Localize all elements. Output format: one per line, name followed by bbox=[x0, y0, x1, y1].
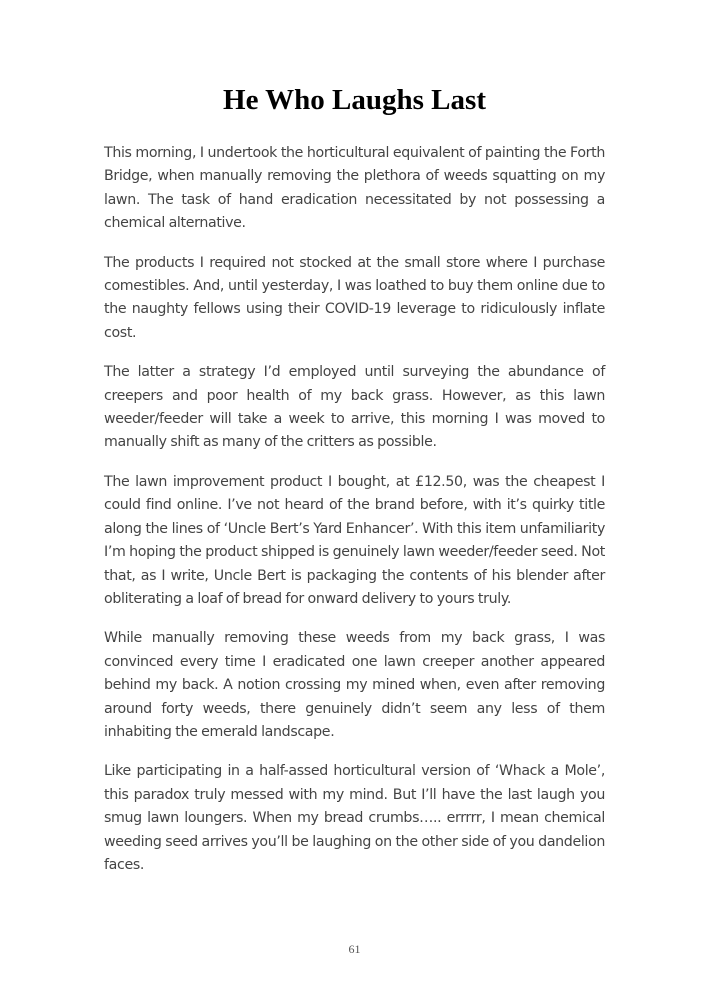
paragraph: The products I required not stocked at the small store where I purchase comestibles. And, until yesterday, I was loathed to buy them online due to the naughty fellows using their COVID-19 leverage to ridiculously inflate cost. bbox=[104, 254, 605, 341]
page-number: 61 bbox=[348, 942, 361, 956]
paragraph: This morning, I undertook the horticultural equivalent of painting the Forth Bridge, when manually removing the plethora of weeds squatting on my lawn. The task of hand eradication necessitated by not possessing a chemical alternative. bbox=[104, 145, 605, 232]
paragraph: While manually removing these weeds from my back grass, I was convinced every time I eradicated one lawn creeper another appeared behind my back. A notion crossing my mined when, even after removing around forty weeds, there genuinely didn’t seem any less of them inhabiting the emerald landscape. bbox=[104, 630, 605, 740]
paragraph: The latter a strategy I’d employed until surveying the abundance of creepers and poor health of my back grass. However, as this lawn weeder/feeder will take a week to arrive, this morning I was moved to manually shift as many of the critters as possible. bbox=[104, 364, 605, 451]
body-text bbox=[104, 142, 605, 893]
page-title: He Who Laughs Last bbox=[223, 84, 486, 116]
paragraph: The lawn improvement product I bought, at £12.50, was the cheapest I could find online. I’ve not heard of the brand before, with it’s quirky title along the lines of ‘Uncle Bert’s Yard Enhancer’. With this item unfamiliarity I’m hoping the product shipped is genuinely lawn weeder/feeder seed. Not that, as I write, Uncle Bert is packaging the contents of his blender after obliterating a loaf of bread for onward delivery to yours truly. bbox=[104, 473, 605, 607]
paragraph: Like participating in a half-assed horticultural version of ‘Whack a Mole’, this paradox truly messed with my mind. But I’ll have the last laugh you smug lawn loungers. When my bread crumbs….. errrrr, I mean chemical weeding seed arrives you’ll be laughing on the other side of you dandelion faces. bbox=[104, 763, 605, 873]
